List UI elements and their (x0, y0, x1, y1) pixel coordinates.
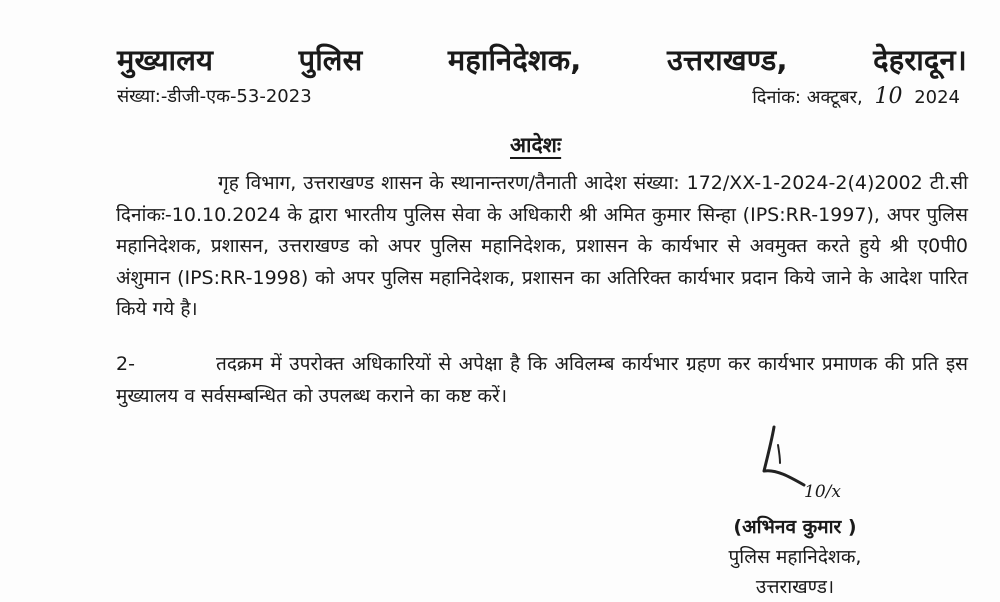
date-prefix: दिनांक: अक्टूबर, (752, 87, 863, 108)
date-year: 2024 (914, 87, 960, 108)
heading-word: महानिदेशक, (447, 43, 582, 77)
order-paragraph-1: गृह विभाग, उत्तराखण्ड शासन के स्थानान्तरण/तैनाती आदेश संख्या: 172/XX-1-2024-2(4)2002 टी.सी दिनांकः-10.10.2024 के द्वारा भारतीय पुलिस सेवा के अधिकारी श्री अमित कुमार सिन्हा (IPS:RR-1997), अपर पुलिस महानिदेशक, प्रशासन, उत्तराखण्ड को अपर पुलिस महानिदेशक, प्रशासन के कार्यभार से अवमुक्त करते हुये श्री ए0पी0 अंशुमान (IPS:RR-1998) को अपर पुलिस महानिदेशक, प्रशासन का अतिरिक्त कार्यभार प्रदान किये जाने के आदेश पारित किये गये है। (116, 172, 968, 320)
heading-word: उत्तराखण्ड, (666, 43, 788, 77)
paragraph-number: 2- (116, 353, 135, 375)
heading-word: पुलिस (298, 43, 363, 77)
signatory-name: (अभिनव कुमार ) (733, 516, 857, 538)
paragraph-2-text: तदक्रम में उपरोक्त अधिकारियों से अपेक्षा है कि अविलम्ब कार्यभार ग्रहण कर कार्यभार प्रमाणक की प्रति इस मुख्यालय व सर्वसम्बन्धित को उपलब्ध कराने का कष्ट करें। (116, 353, 968, 407)
order-date (752, 84, 960, 109)
order-title: आदेशः (510, 133, 562, 157)
office-heading (117, 40, 967, 79)
reference-number: संख्या:-डीजी-एक-53-2023 (117, 86, 312, 107)
signatory-designation: पुलिस महानिदेशक, (728, 546, 862, 568)
signature-date: 10/x (804, 482, 841, 502)
heading-word: मुख्यालय (117, 43, 214, 77)
handwritten-day: 10 (874, 84, 903, 109)
signatory-block (700, 512, 890, 602)
signatory-location: उत्तराखण्ड। (755, 576, 835, 598)
heading-word: देहरादून। (873, 43, 967, 77)
order-paragraph-2 (116, 349, 968, 412)
